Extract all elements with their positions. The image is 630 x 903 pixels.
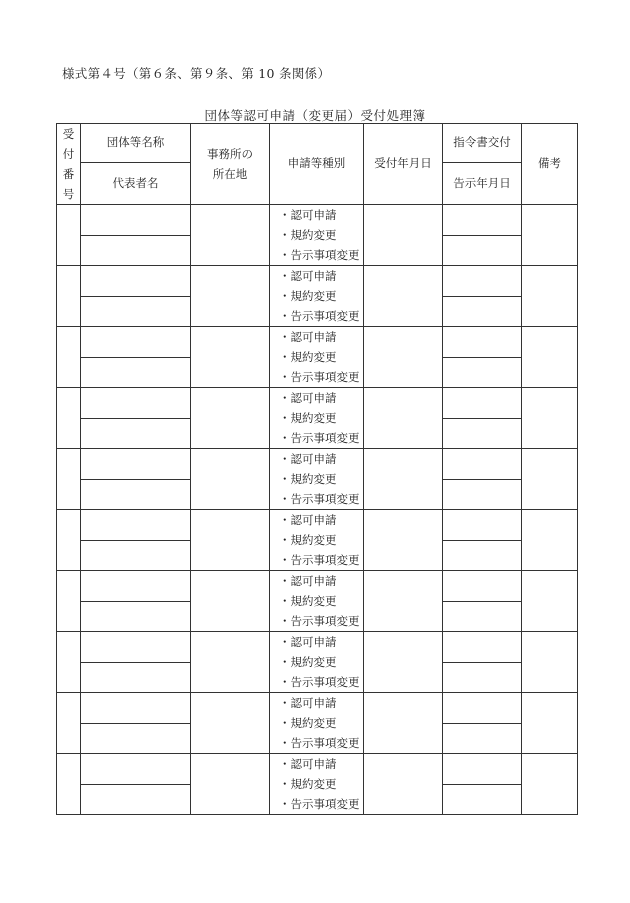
type-option-bylaw-change[interactable]: ・規約変更 <box>279 533 337 547</box>
register-row <box>57 693 578 724</box>
application-type-cell <box>270 510 364 571</box>
type-option-notice-change[interactable]: ・告示事項変更 <box>279 614 360 628</box>
header-certificate-delivery: 指令書交付 <box>443 124 522 163</box>
type-option-bylaw-change[interactable]: ・規約変更 <box>279 411 337 425</box>
remarks-cell[interactable] <box>522 266 578 327</box>
office-location-cell[interactable] <box>191 571 270 632</box>
org-name-cell[interactable] <box>81 632 191 663</box>
receipt-date-cell[interactable] <box>364 632 443 693</box>
office-location-cell[interactable] <box>191 266 270 327</box>
header-representative: 代表者名 <box>81 163 191 205</box>
receipt-date-cell[interactable] <box>364 388 443 449</box>
certificate-delivery-cell[interactable] <box>443 693 522 724</box>
org-name-cell[interactable] <box>81 754 191 785</box>
type-option-bylaw-change[interactable]: ・規約変更 <box>279 289 337 303</box>
type-option-approval[interactable]: ・認可申請 <box>279 757 337 771</box>
header-office-location: 事務所の 所在地 <box>191 124 270 205</box>
office-location-cell[interactable] <box>191 449 270 510</box>
representative-cell[interactable] <box>81 662 191 693</box>
type-option-approval[interactable]: ・認可申請 <box>279 635 337 649</box>
org-name-cell[interactable] <box>81 388 191 419</box>
register-row <box>57 266 578 297</box>
remarks-cell[interactable] <box>522 449 578 510</box>
register-row <box>57 571 578 602</box>
application-type-cell <box>270 693 364 754</box>
type-option-approval[interactable]: ・認可申請 <box>279 208 337 222</box>
notice-date-cell[interactable] <box>443 540 522 571</box>
office-location-cell[interactable] <box>191 327 270 388</box>
office-location-cell[interactable] <box>191 388 270 449</box>
application-type-cell <box>270 632 364 693</box>
header-application-type: 申請等種別 <box>270 124 364 205</box>
receipt-number-cell[interactable] <box>57 693 81 754</box>
office-location-cell[interactable] <box>191 205 270 266</box>
type-option-bylaw-change[interactable]: ・規約変更 <box>279 350 337 364</box>
type-option-notice-change[interactable]: ・告示事項変更 <box>279 492 360 506</box>
type-option-approval[interactable]: ・認可申請 <box>279 391 337 405</box>
receipt-number-cell[interactable] <box>57 388 81 449</box>
office-location-cell[interactable] <box>191 693 270 754</box>
receipt-date-cell[interactable] <box>364 205 443 266</box>
header-notice-date: 告示年月日 <box>443 163 522 205</box>
representative-cell[interactable] <box>81 479 191 510</box>
register-row <box>57 205 578 236</box>
type-option-notice-change[interactable]: ・告示事項変更 <box>279 553 360 567</box>
application-type-cell <box>270 327 364 388</box>
application-type-cell <box>270 754 364 815</box>
receipt-number-cell[interactable] <box>57 754 81 815</box>
certificate-delivery-cell[interactable] <box>443 754 522 785</box>
receipt-date-cell[interactable] <box>364 693 443 754</box>
representative-cell[interactable] <box>81 357 191 388</box>
certificate-delivery-cell[interactable] <box>443 388 522 419</box>
receipt-date-cell[interactable] <box>364 510 443 571</box>
notice-date-cell[interactable] <box>443 418 522 449</box>
notice-date-cell[interactable] <box>443 601 522 632</box>
certificate-delivery-cell[interactable] <box>443 632 522 663</box>
type-option-bylaw-change[interactable]: ・規約変更 <box>279 594 337 608</box>
certificate-delivery-cell[interactable] <box>443 327 522 358</box>
type-option-approval[interactable]: ・認可申請 <box>279 452 337 466</box>
receipt-number-cell[interactable] <box>57 449 81 510</box>
remarks-cell[interactable] <box>522 510 578 571</box>
type-option-approval[interactable]: ・認可申請 <box>279 574 337 588</box>
org-name-cell[interactable] <box>81 266 191 297</box>
receipt-date-cell[interactable] <box>364 754 443 815</box>
header-receipt-date: 受付年月日 <box>364 124 443 205</box>
register-row <box>57 510 578 541</box>
remarks-cell[interactable] <box>522 571 578 632</box>
remarks-cell[interactable] <box>522 327 578 388</box>
certificate-delivery-cell[interactable] <box>443 510 522 541</box>
notice-date-cell[interactable] <box>443 296 522 327</box>
application-type-cell <box>270 388 364 449</box>
certificate-delivery-cell[interactable] <box>443 205 522 236</box>
remarks-cell[interactable] <box>522 693 578 754</box>
receipt-number-cell[interactable] <box>57 571 81 632</box>
document-title: 団体等認可申請（変更届）受付処理簿 <box>204 108 426 123</box>
receipt-date-cell[interactable] <box>364 449 443 510</box>
application-type-cell <box>270 449 364 510</box>
remarks-cell[interactable] <box>522 632 578 693</box>
application-type-cell <box>270 205 364 266</box>
receipt-date-cell[interactable] <box>364 266 443 327</box>
type-option-approval[interactable]: ・認可申請 <box>279 513 337 527</box>
type-option-notice-change[interactable]: ・告示事項変更 <box>279 309 360 323</box>
header-receipt-number: 受 付 番 号 <box>57 124 81 205</box>
type-option-bylaw-change[interactable]: ・規約変更 <box>279 655 337 669</box>
remarks-cell[interactable] <box>522 388 578 449</box>
register-row <box>57 632 578 663</box>
certificate-delivery-cell[interactable] <box>443 571 522 602</box>
register-row <box>57 754 578 785</box>
office-location-cell[interactable] <box>191 754 270 815</box>
certificate-delivery-cell[interactable] <box>443 449 522 480</box>
type-option-approval[interactable]: ・認可申請 <box>279 269 337 283</box>
office-location-cell[interactable] <box>191 632 270 693</box>
header-org-name: 団体等名称 <box>81 124 191 163</box>
form-number: 様式第４号（第６条、第９条、第 10 条関係） <box>62 66 331 81</box>
receipt-number-cell[interactable] <box>57 510 81 571</box>
type-option-bylaw-change[interactable]: ・規約変更 <box>279 228 337 242</box>
type-option-notice-change[interactable]: ・告示事項変更 <box>279 248 360 262</box>
notice-date-cell[interactable] <box>443 479 522 510</box>
type-option-notice-change[interactable]: ・告示事項変更 <box>279 736 360 750</box>
type-option-bylaw-change[interactable]: ・規約変更 <box>279 777 337 791</box>
org-name-cell[interactable] <box>81 205 191 236</box>
notice-date-cell[interactable] <box>443 784 522 815</box>
type-option-approval[interactable]: ・認可申請 <box>279 330 337 344</box>
register-table <box>56 123 578 815</box>
application-type-cell <box>270 266 364 327</box>
representative-cell[interactable] <box>81 540 191 571</box>
representative-cell[interactable] <box>81 418 191 449</box>
representative-cell[interactable] <box>81 601 191 632</box>
type-option-notice-change[interactable]: ・告示事項変更 <box>279 797 360 811</box>
representative-cell[interactable] <box>81 723 191 754</box>
receipt-date-cell[interactable] <box>364 571 443 632</box>
representative-cell[interactable] <box>81 784 191 815</box>
register-row <box>57 388 578 419</box>
receipt-date-cell[interactable] <box>364 327 443 388</box>
remarks-cell[interactable] <box>522 754 578 815</box>
org-name-cell[interactable] <box>81 510 191 541</box>
type-option-approval[interactable]: ・認可申請 <box>279 696 337 710</box>
notice-date-cell[interactable] <box>443 235 522 266</box>
certificate-delivery-cell[interactable] <box>443 266 522 297</box>
office-location-cell[interactable] <box>191 510 270 571</box>
representative-cell[interactable] <box>81 296 191 327</box>
notice-date-cell[interactable] <box>443 723 522 754</box>
type-option-notice-change[interactable]: ・告示事項変更 <box>279 370 360 384</box>
type-option-bylaw-change[interactable]: ・規約変更 <box>279 716 337 730</box>
type-option-notice-change[interactable]: ・告示事項変更 <box>279 431 360 445</box>
type-option-bylaw-change[interactable]: ・規約変更 <box>279 472 337 486</box>
remarks-cell[interactable] <box>522 205 578 266</box>
notice-date-cell[interactable] <box>443 357 522 388</box>
receipt-number-cell[interactable] <box>57 632 81 693</box>
type-option-notice-change[interactable]: ・告示事項変更 <box>279 675 360 689</box>
receipt-number-cell[interactable] <box>57 327 81 388</box>
receipt-number-cell[interactable] <box>57 266 81 327</box>
representative-cell[interactable] <box>81 235 191 266</box>
application-type-cell <box>270 571 364 632</box>
header-remarks: 備考 <box>522 124 578 205</box>
register-row <box>57 449 578 480</box>
org-name-cell[interactable] <box>81 327 191 358</box>
org-name-cell[interactable] <box>81 571 191 602</box>
org-name-cell[interactable] <box>81 693 191 724</box>
org-name-cell[interactable] <box>81 449 191 480</box>
register-row <box>57 327 578 358</box>
receipt-number-cell[interactable] <box>57 205 81 266</box>
notice-date-cell[interactable] <box>443 662 522 693</box>
